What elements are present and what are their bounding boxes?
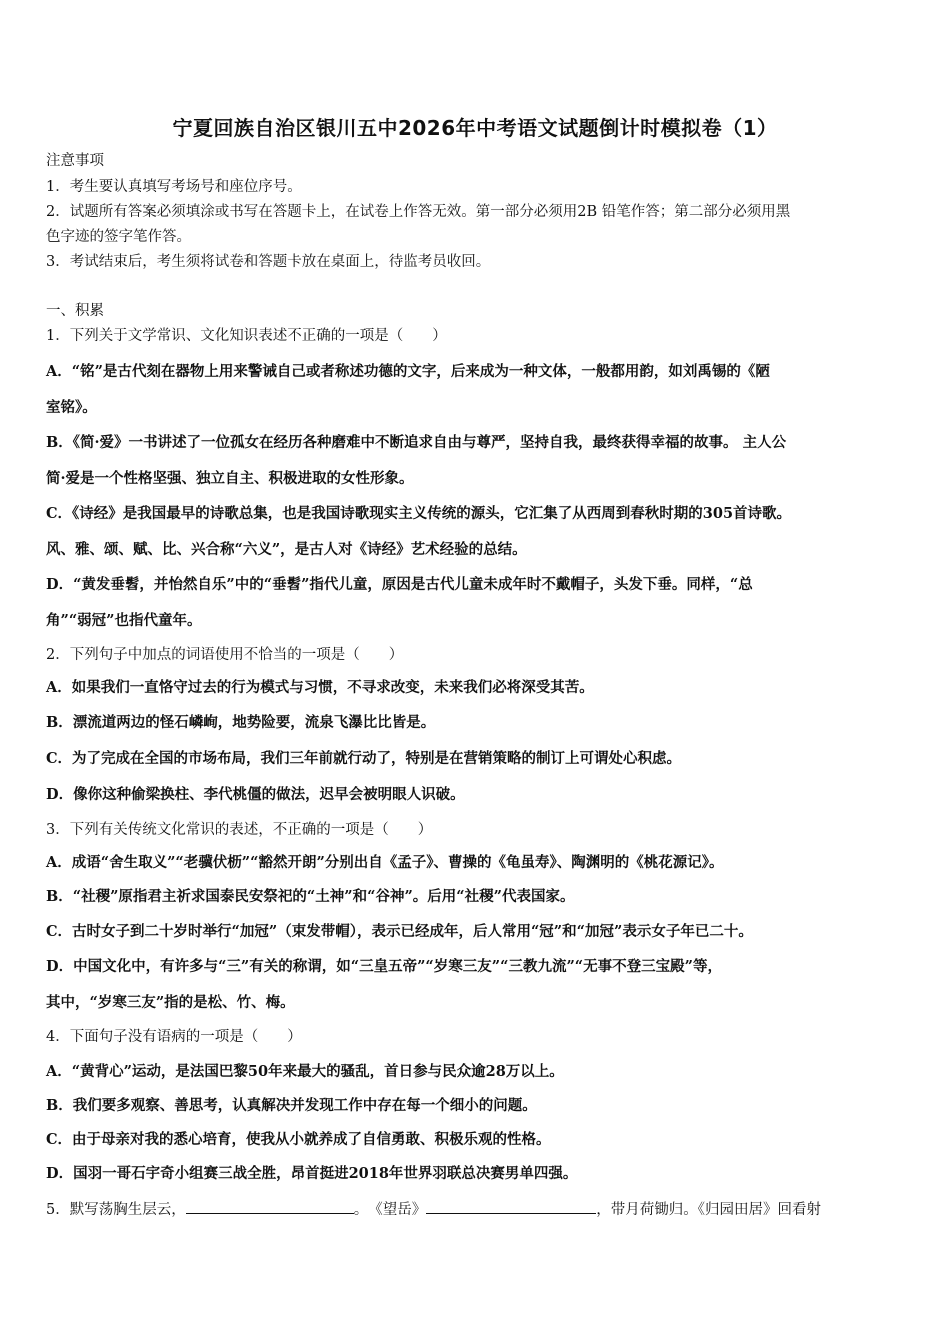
answer-blank-1[interactable]: [186, 1199, 354, 1214]
question-1-option-b-cont: 简·爱是一个性格坚强、独立自主、积极进取的女性形象。: [46, 470, 414, 487]
notice-item-3: 3．考试结束后，考生须将试卷和答题卡放在桌面上，待监考员收回。: [46, 254, 491, 270]
question-4-stem: 4．下面句子没有语病的一项是（ ）: [46, 1029, 302, 1045]
question-1-option-a-cont: 室铭》。: [46, 399, 97, 416]
question-1-option-c-cont: 风、雅、颂、赋、比、兴合称“六义”，是古人对《诗经》艺术经验的总结。: [46, 541, 527, 558]
notice-item-2-cont: 色字迹的签字笔作答。: [46, 229, 191, 245]
question-3-option-a: A．成语“舍生取义”“老骥伏枥”“豁然开朗”分别出自《孟子》、曹操的《龟虽寿》、陶渊明的《桃花源记》。: [46, 854, 724, 871]
question-1-option-d: D．“黄发垂髫，并怡然自乐”中的“垂髫”指代儿童，原因是古代儿童未成年时不戴帽子，头发下垂。同样，“总: [46, 576, 753, 593]
question-3-stem: 3．下列有关传统文化常识的表述，不正确的一项是（ ）: [46, 822, 433, 838]
question-2-option-d: D．像你这种偷梁换柱、李代桃僵的做法，迟早会被明眼人识破。: [46, 786, 465, 803]
question-3-option-b: B．“社稷”原指君主祈求国泰民安祭祀的“土神”和“谷神”。后用“社稷”代表国家。: [46, 888, 575, 905]
question-1-option-d-cont: 角”“弱冠”也指代童年。: [46, 612, 202, 629]
question-1-stem: 1．下列关于文学常识、文化知识表述不正确的一项是（ ）: [46, 328, 447, 344]
question-2-option-b: B．漂流道两边的怪石嶙峋，地势险要，流泉飞瀑比比皆是。: [46, 714, 436, 731]
page-title: 宁夏回族自治区银川五中2026年中考语文试题倒计时模拟卷（1）: [172, 116, 778, 140]
question-3-option-c: C．古时女子到二十岁时举行“加冠”（束发带帽），表示已经成年，后人常用“冠”和“加冠”表示女子年已二十。: [46, 923, 753, 940]
question-2-stem: 2．下列句子中加点的词语使用不恰当的一项是（ ）: [46, 647, 404, 663]
notice-item-2: 2．试题所有答案必须填涂或书写在答题卡上，在试卷上作答无效。第一部分必须用2B 铅笔作答；第二部分必须用黑: [46, 204, 791, 220]
question-1-option-c: C．《诗经》是我国最早的诗歌总集，也是我国诗歌现实主义传统的源头，它汇集了从西周到春秋时期的305首诗歌。: [46, 505, 792, 522]
question-2-option-a: A．如果我们一直恪守过去的行为模式与习惯，不寻求改变，未来我们必将深受其苦。: [46, 679, 594, 696]
question-1-option-a: A．“铭”是古代刻在器物上用来警诫自己或者称述功德的文字，后来成为一种文体，一般都用韵，如刘禹锡的《陋: [46, 363, 770, 380]
question-3-option-d-cont: 其中，“岁寒三友”指的是松、竹、梅。: [46, 994, 295, 1011]
question-3-option-d: D．中国文化中，有许多与“三”有关的称谓，如“三皇五帝”“岁寒三友”“三教九流”“无事不登三宝殿”等，: [46, 958, 722, 975]
question-5-text-2: 。 《望岳》: [353, 1202, 427, 1218]
section-heading: 一、积累: [46, 303, 104, 319]
question-4-option-d: D．国羽一哥石宇奇小组赛三战全胜，昂首挺进2018年世界羽联总决赛男单四强。: [46, 1165, 578, 1182]
question-4-option-c: C．由于母亲对我的悉心培育，使我从小就养成了自信勇敢、积极乐观的性格。: [46, 1131, 551, 1148]
question-4-option-b: B．我们要多观察、善思考，认真解决并发现工作中存在每一个细小的问题。: [46, 1097, 537, 1114]
question-4-option-a: A．“黄背心”运动，是法国巴黎50年来最大的骚乱，首日参与民众逾28万以上。: [46, 1063, 564, 1080]
question-1-option-b: B．《简·爱》一书讲述了一位孤女在经历各种磨难中不断追求自由与尊严，坚持自我，最终获得幸福的故事。 主人公: [46, 434, 787, 451]
question-2-option-c: C．为了完成在全国的市场布局，我们三年前就行动了，特别是在营销策略的制订上可谓处心积虑。: [46, 750, 682, 767]
question-5-line: [46, 1199, 908, 1220]
question-5-text-3: ，带月荷锄归。《归园田居》回看射: [596, 1202, 821, 1218]
notice-heading: 注意事项: [46, 153, 104, 169]
question-5-text-1: 5．默写荡胸生层云，: [46, 1202, 186, 1218]
notice-item-1: 1．考生要认真填写考场号和座位序号。: [46, 179, 302, 195]
answer-blank-2[interactable]: [426, 1199, 596, 1214]
